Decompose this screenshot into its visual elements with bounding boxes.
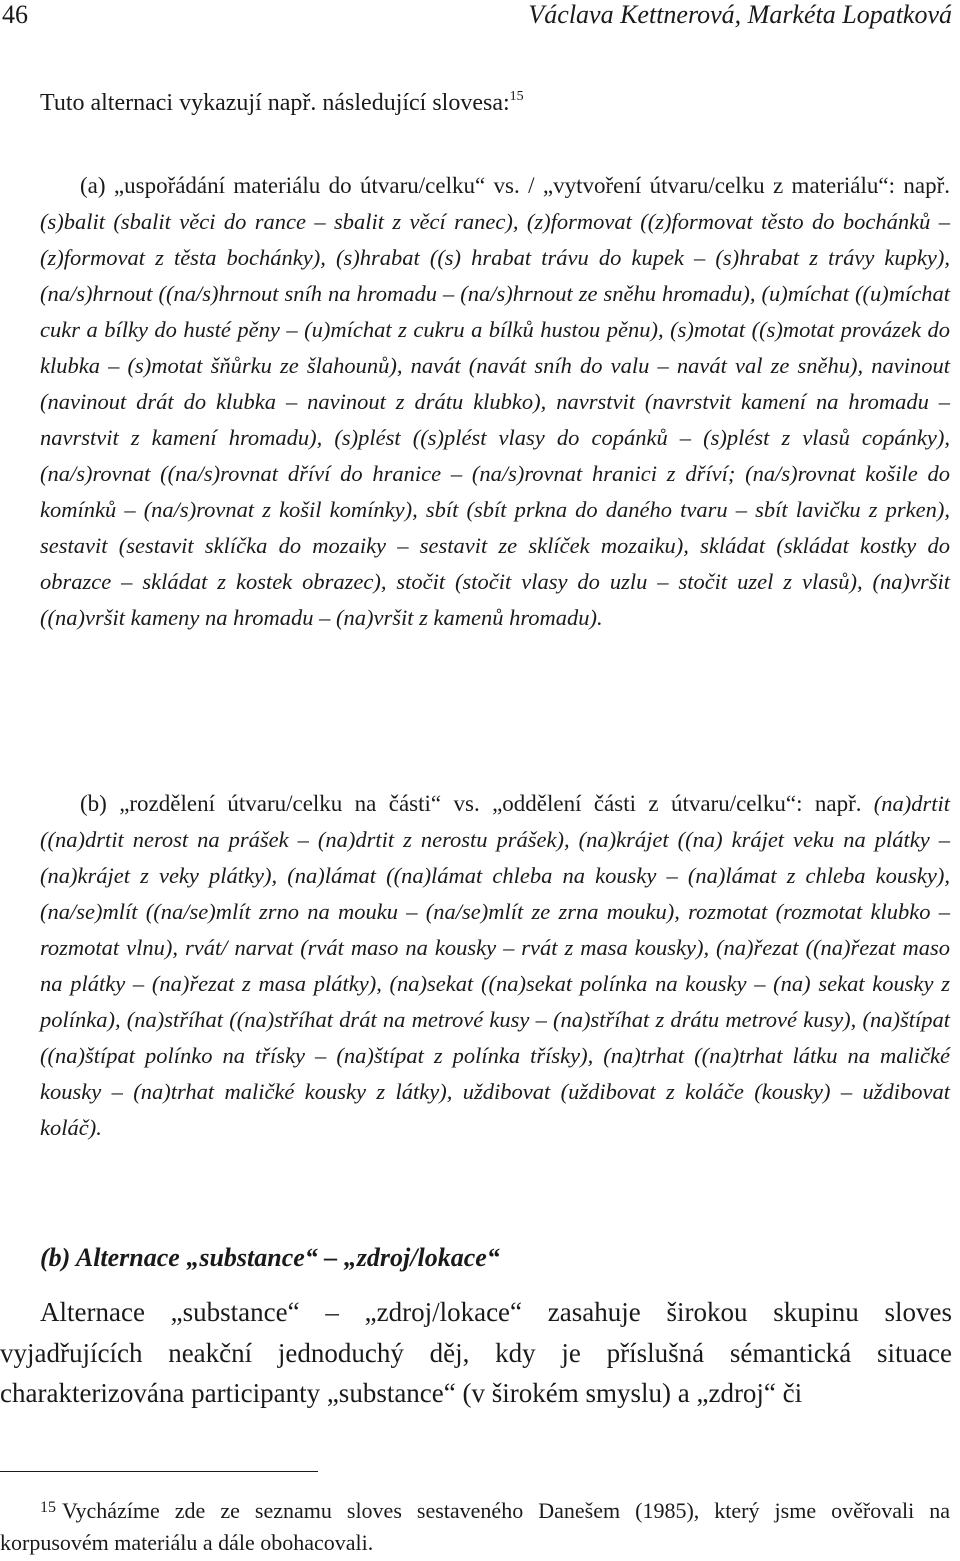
- section-a-examples: (s)balit (sbalit věci do rance – sbalit z věcí ranec), (z)formovat ((z)formovat těsto do bochánků – (z)formovat z těsta bochánky), (s)hrabat ((s) hrabat trávu do kupek – (s)hrabat z trávy kupky), (na/s)hrnout ((na/s)hrnout sníh na hromadu – (na/s)hrnout ze sněhu hromadu), (u)míchat ((u)míchat cukr a bílky do husté pěny – (u)míchat z cukru a bílků hustou pěnu), (s)motat ((s)motat provázek do klubka – (s)motat šňůrku ze šlahounů), navát (navát sníh do valu – navát val ze sněhu), navinout (navinout drát do klubka – navinout z drátu klubko), navrstvit (navrstvit kamení na hromadu – navrstvit z kamení hromadu), (s)plést ((s)plést vlasy do copánků – (s)plést z vlasů copánky), (na/s)rovnat ((na/s)rovnat dříví do hranice – (na/s)rovnat hranici z dříví; (na/s)rovnat košile do komínků – (na/s)rovnat z košil komínky), sbít (sbít prkna do daného tvaru – sbít lavičku z prken), sestavit (sestavit sklíčka do mozaiky – sestavit ze sklíček mozaiku), skládat (skládat kostky do obrazce – skládat z kostek obrazec), stočit (stočit vlasy do uzlu – stočit uzel z vlasů), (na)vršit ((na)vršit kameny na hromadu – (na)vršit z kamenů hromadu).: [40, 209, 950, 630]
- footnote-text: Vycházíme zde ze seznamu sloves sestaveného Danešem (1985), který jsme ověřovali na korpusovém materiálu a dále obohacovali.: [0, 1498, 950, 1555]
- intro-text: Tuto alternaci vykazují např. následující slovesa:: [40, 90, 510, 116]
- section-b-paragraph: [40, 786, 950, 1146]
- section-heading: (b) Alternace „substance“ – „zdroj/lokace“: [40, 1243, 500, 1272]
- section-a-lead: (a) „uspořádání materiálu do útvaru/celku“ vs. / „vytvoření útvaru/celku z materiálu“: např.: [80, 173, 950, 198]
- body-paragraph: Alternace „substance“ – „zdroj/lokace“ zasahuje širokou skupinu sloves vyjadřujících neakční jednoduchý děj, kdy je příslušná sémantická situace charakterizována participanty „substance“ (v širokém smyslu) a „zdroj“ či: [0, 1297, 952, 1408]
- section-b: [40, 786, 950, 1146]
- section-a-paragraph: [40, 168, 950, 636]
- footnote-number: 15: [40, 1499, 56, 1516]
- section-b-lead: (b) „rozdělení útvaru/celku na části“ vs. „oddělení části z útvaru/celku“: např.: [80, 791, 862, 816]
- footnote-reference: 15: [509, 89, 524, 104]
- section-b-examples: (na)drtit ((na)drtit nerost na prášek – (na)drtit z nerostu prášek), (na)krájet ((na) krájet veku na plátky – (na)krájet z veky plátky), (na)lámat ((na)lámat chleba na kousky – (na)lámat z chleba kousky), (na/se)mlít ((na/se)mlít zrno na mouku – (na/se)mlít ze zrna mouku), rozmotat (rozmotat klubko – rozmotat vlnu), rvát/ narvat (rvát maso na kousky – rvát z masa kousky), (na)řezat ((na)řezat maso na plátky – (na)řezat z masa plátky), (na)sekat ((na)sekat polínka na kousky – (na) sekat kousky z polínka), (na)stříhat ((na)stříhat drát na metrové kusy – (na)stříhat z drátu metrové kusy), (na)štípat ((na)štípat polínko na třísky – (na)štípat z polínka třísky), (na)trhat ((na)trhat látku na maličké kousky – (na)trhat maličké kousky z látky), uždibovat (uždibovat z koláče (kousky) – uždibovat koláč).: [40, 791, 950, 1140]
- footnote: [0, 1495, 950, 1559]
- intro-sentence: [40, 85, 945, 121]
- footnote-divider: [0, 1471, 318, 1472]
- page-number: 46: [2, 0, 28, 29]
- page-header: [0, 0, 960, 40]
- section-a: [40, 168, 950, 636]
- running-head: Václava Kettnerová, Markéta Lopatková: [528, 0, 952, 29]
